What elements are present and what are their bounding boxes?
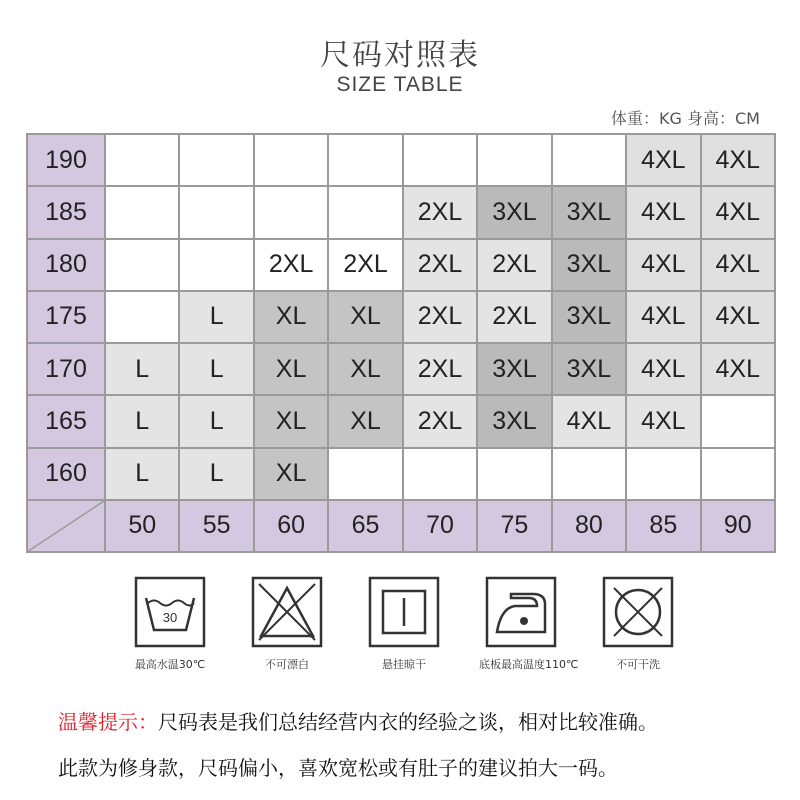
page-subtitle: SIZE TABLE <box>336 73 464 96</box>
size-cell: 2XL <box>255 240 327 290</box>
size-cell <box>702 396 774 446</box>
tip-prefix: 温馨提示： <box>58 710 158 734</box>
wash-30-icon <box>134 576 206 648</box>
height-label: 170 <box>28 344 104 394</box>
weight-label: 55 <box>180 501 252 551</box>
weight-label: 85 <box>627 501 699 551</box>
size-cell <box>553 135 625 185</box>
weight-label: 90 <box>702 501 774 551</box>
size-cell: 4XL <box>702 135 774 185</box>
size-cell: 3XL <box>553 187 625 237</box>
size-cell <box>329 135 401 185</box>
size-cell <box>180 240 252 290</box>
size-cell <box>478 449 550 499</box>
size-cell: 2XL <box>478 292 550 342</box>
weight-label: 60 <box>255 501 327 551</box>
height-label: 180 <box>28 240 104 290</box>
size-cell <box>627 449 699 499</box>
size-cell: XL <box>255 396 327 446</box>
size-cell: 3XL <box>478 187 550 237</box>
size-cell: 4XL <box>553 396 625 446</box>
tip-line-1 <box>58 706 658 735</box>
tip-text-1: 尺码表是我们总结经营内衣的经验之谈，相对比较准确。 <box>158 710 658 734</box>
size-cell <box>106 292 178 342</box>
wash-temp-text: 30 <box>162 610 178 625</box>
size-cell: L <box>180 344 252 394</box>
size-cell: 4XL <box>702 344 774 394</box>
size-cell: L <box>106 396 178 446</box>
size-cell <box>106 135 178 185</box>
size-cell: 2XL <box>404 240 476 290</box>
weight-label: 70 <box>404 501 476 551</box>
size-cell <box>329 449 401 499</box>
hang-dry-icon <box>368 576 440 648</box>
height-label: 165 <box>28 396 104 446</box>
care-label-bleach: 不可漂白 <box>265 658 309 671</box>
size-cell: 2XL <box>478 240 550 290</box>
size-cell: L <box>106 344 178 394</box>
size-cell: 2XL <box>404 292 476 342</box>
size-cell: 3XL <box>478 344 550 394</box>
size-cell: XL <box>329 396 401 446</box>
care-item-hang <box>362 576 446 672</box>
weight-label: 50 <box>106 501 178 551</box>
size-table <box>26 133 776 553</box>
size-cell: XL <box>329 344 401 394</box>
size-cell <box>478 135 550 185</box>
size-cell <box>255 135 327 185</box>
care-icons <box>128 576 688 686</box>
height-label: 185 <box>28 187 104 237</box>
units-label: 体重：KG 身高：CM <box>611 109 760 128</box>
height-label: 160 <box>28 449 104 499</box>
size-cell: XL <box>329 292 401 342</box>
no-dry-clean-icon <box>602 576 674 648</box>
care-item-dryclean <box>596 576 680 672</box>
care-item-iron <box>479 576 579 672</box>
size-cell <box>329 187 401 237</box>
size-cell: 4XL <box>702 240 774 290</box>
height-label: 175 <box>28 292 104 342</box>
size-cell: L <box>180 292 252 342</box>
weight-label: 75 <box>478 501 550 551</box>
care-label-iron: 底板最高温度110℃ <box>479 658 579 671</box>
size-cell: 4XL <box>627 344 699 394</box>
weight-label: 65 <box>329 501 401 551</box>
size-cell: XL <box>255 292 327 342</box>
size-cell: 3XL <box>553 292 625 342</box>
size-cell: 4XL <box>702 187 774 237</box>
care-label-wash: 最高水温30℃ <box>134 658 206 671</box>
size-cell: XL <box>255 344 327 394</box>
care-label-dryclean: 不可干洗 <box>616 658 660 671</box>
size-cell: XL <box>255 449 327 499</box>
size-cell <box>404 449 476 499</box>
size-cell: L <box>180 396 252 446</box>
size-cell <box>702 449 774 499</box>
size-cell: 3XL <box>553 240 625 290</box>
size-cell: 3XL <box>553 344 625 394</box>
size-cell: 4XL <box>627 240 699 290</box>
size-cell: 3XL <box>478 396 550 446</box>
care-item-bleach <box>245 576 329 672</box>
iron-110-icon <box>485 576 557 648</box>
size-cell: 4XL <box>627 187 699 237</box>
page-title: 尺码对照表 <box>320 38 480 73</box>
size-cell: 4XL <box>702 292 774 342</box>
height-label: 190 <box>28 135 104 185</box>
care-label-hang: 悬挂晾干 <box>382 658 426 671</box>
size-cell: 4XL <box>627 135 699 185</box>
size-cell <box>553 449 625 499</box>
size-cell <box>106 187 178 237</box>
size-cell <box>404 135 476 185</box>
size-cell <box>106 240 178 290</box>
size-cell: 2XL <box>404 344 476 394</box>
size-cell: 4XL <box>627 292 699 342</box>
size-cell: L <box>106 449 178 499</box>
size-cell: 4XL <box>627 396 699 446</box>
size-cell: 2XL <box>329 240 401 290</box>
size-cell: 2XL <box>404 187 476 237</box>
tip-line-2: 此款为修身款，尺码偏小，喜欢宽松或有肚子的建议拍大一码。 <box>58 756 618 780</box>
care-item-wash <box>128 576 212 672</box>
size-cell: 2XL <box>404 396 476 446</box>
size-cell <box>180 135 252 185</box>
corner-cell <box>28 501 104 551</box>
size-cell: L <box>180 449 252 499</box>
weight-label: 80 <box>553 501 625 551</box>
size-cell <box>180 187 252 237</box>
no-bleach-icon <box>251 576 323 648</box>
size-cell <box>255 187 327 237</box>
